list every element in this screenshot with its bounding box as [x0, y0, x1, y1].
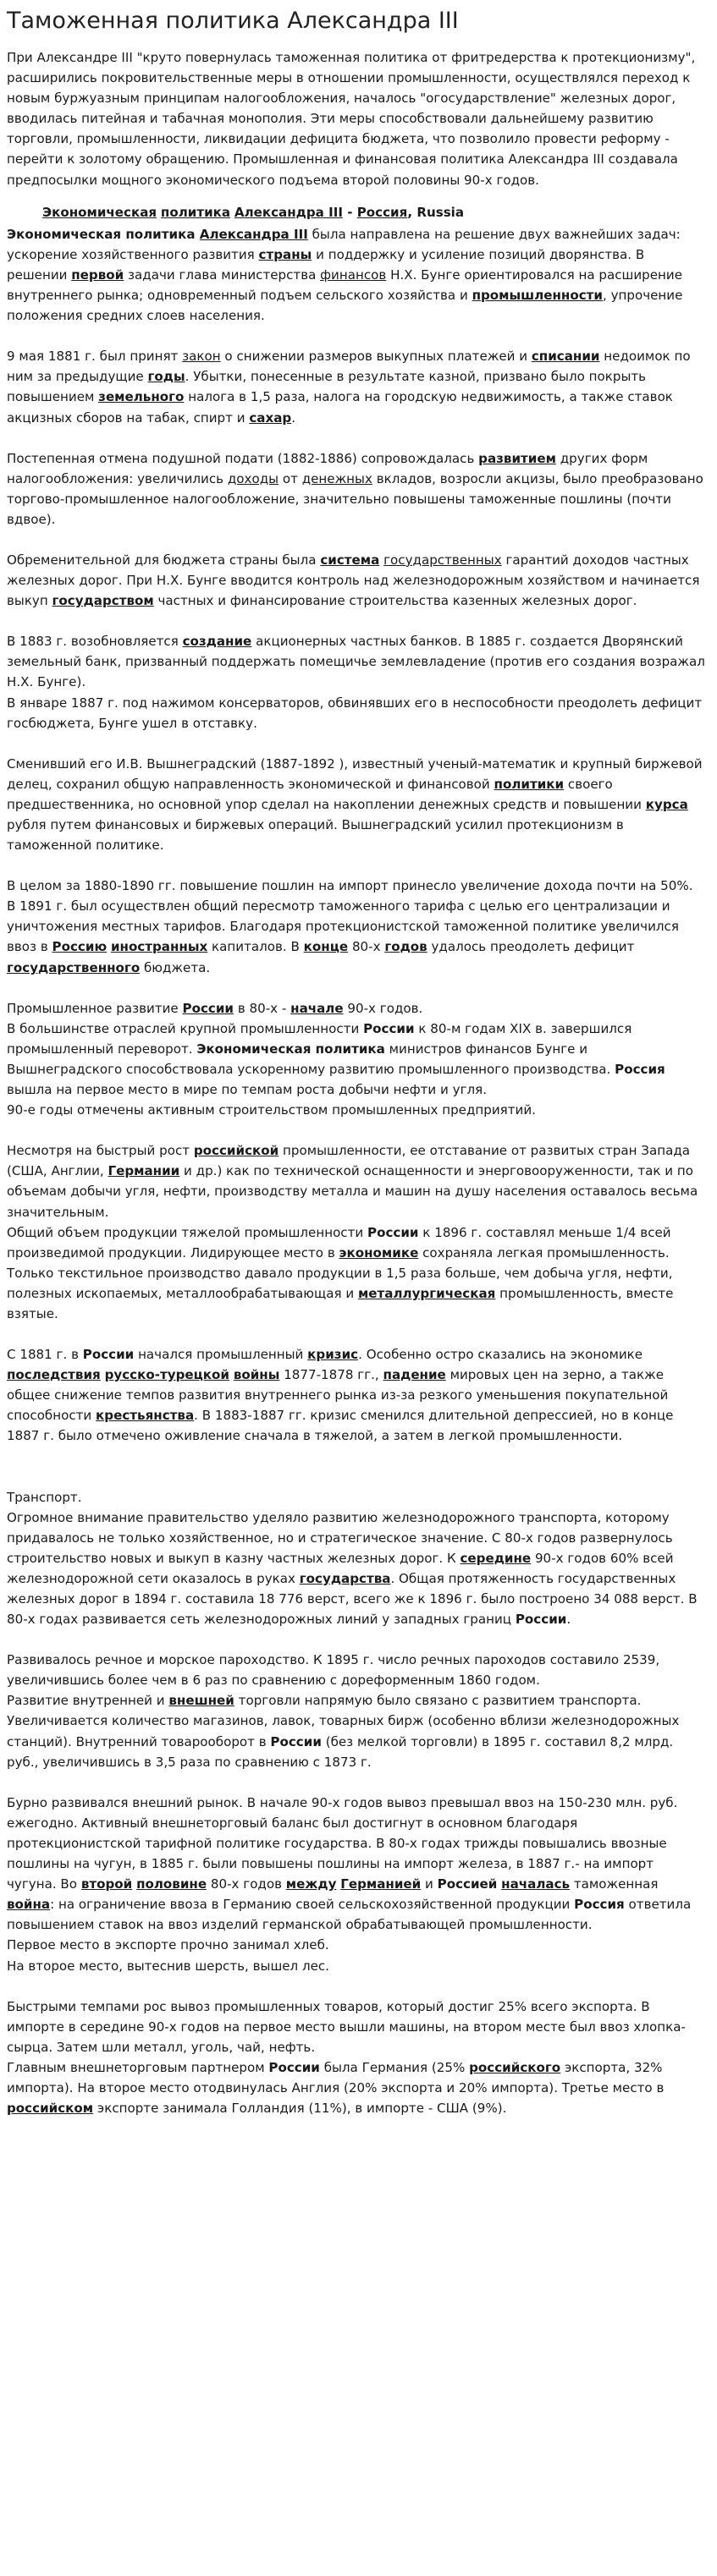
inline-bold-link[interactable]: внешней — [168, 1693, 234, 1709]
inline-bold-link[interactable]: российском — [7, 2101, 94, 2117]
text-run: налога в 1,5 раза, налога на городскую недвижимость, а также ставок акцизных сборов на табак, спирт и — [7, 389, 673, 426]
inline-bold-link[interactable]: Александра III — [199, 226, 308, 242]
inline-link[interactable]: доходы — [227, 470, 279, 486]
inline-bold-link[interactable]: государства — [299, 1570, 391, 1586]
text-run: и др.) как по технической оснащенности и энерговооруженности, так и по объемам добычи угля, нефти, производству металла и машин на душу населения оставалось весьма значительным. — [7, 1163, 698, 1220]
inline-bold-link[interactable]: иностранных — [110, 939, 208, 955]
bold-text: Россия — [615, 1061, 665, 1077]
text-run: . Убытки, понесенные в результате казной, призвано было покрыть повышением — [7, 369, 647, 405]
text-run: 80-х годов — [207, 1876, 286, 1892]
paragraph-spacer — [7, 611, 705, 631]
text-run: . Особенно остро сказались на экономике — [358, 1347, 643, 1363]
text-run: сохраняла легкая промышленность. Только текстильное производство давало продукции в 1,5 раза больше, чем добыча угля, нефти, полезных ископаемых, металлообрабатывающая и — [7, 1244, 673, 1301]
inline-bold-link[interactable]: половине — [136, 1876, 207, 1892]
text-run: недоимок по ним за предыдущие — [7, 349, 691, 385]
inline-bold-link[interactable]: российской — [193, 1143, 279, 1159]
inline-bold-link[interactable]: курса — [645, 796, 688, 812]
text-run: (без мелкой торговли) в 1895 г. составил 8,2 млрд. руб., увеличившись в 3,5 раза по сравнению с 1873 г. — [7, 1733, 674, 1770]
article-subtitle — [42, 202, 705, 222]
text-run: начался промышленный — [134, 1347, 308, 1363]
text-run: , упрочение положения средних слоев населения. — [7, 288, 683, 324]
text-run: задачи глава министерства — [124, 266, 321, 283]
paragraph-spacer — [7, 1120, 705, 1140]
paragraph-spacer — [7, 1629, 705, 1650]
subtitle-link-alexander[interactable]: Александра III — [234, 204, 343, 220]
body-paragraph — [7, 1140, 705, 1324]
paragraph-spacer — [7, 978, 705, 998]
text-run: Н.Х. Бунге ориентировался на расширение внутреннего рынка; одновременный подъем сельского хозяйства и — [7, 266, 682, 304]
inline-bold-link[interactable]: первой — [71, 266, 124, 283]
text-run: была направлена на решение двух важнейших задач: ускорение хозяйственного развития — [7, 226, 681, 262]
text-run: . — [566, 1612, 571, 1628]
text-run: . В 1883-1887 гг. кризис сменился длительной депрессией, но в конце 1887 г. было отмечено оживление сначала в тяжелой, а затем в легкой промышленности. — [7, 1408, 674, 1444]
text-run: 90-х годов 60% всей железнодорожной сети оказалось в руках — [7, 1550, 674, 1586]
bold-text: России — [82, 1347, 135, 1363]
body-paragraph — [7, 754, 705, 855]
text-run: Обременительной для бюджета страны была — [7, 552, 321, 568]
text-run: от — [279, 470, 302, 486]
inline-bold-link[interactable]: промышленности — [472, 288, 603, 304]
text-run: вышла на первое место в мире по темпам роста добычи нефти и угля. — [7, 1082, 488, 1098]
bold-text: Экономическая политика — [196, 1041, 385, 1057]
inline-bold-link[interactable]: Германии — [108, 1163, 180, 1179]
body-paragraph — [7, 224, 705, 326]
inline-bold-link[interactable]: между — [285, 1876, 337, 1892]
subtitle-russia-en: Russia — [416, 204, 465, 220]
text-run: 80-х — [348, 939, 385, 955]
text-run: В январе 1887 г. под нажимом консерваторов, обвинявших его в неспособности преодолеть дефицит госбюджета, Бунге ушел в отставку. — [7, 695, 703, 731]
subtitle-separator: - — [342, 204, 357, 220]
inline-bold-link[interactable]: государством — [52, 593, 154, 609]
body-paragraph — [7, 1997, 705, 2119]
inline-bold-link[interactable]: годов — [384, 939, 427, 955]
inline-bold-link[interactable]: середине — [460, 1550, 532, 1566]
text-run: Сменивший его И.В. Вышнеградский (1887-1892 ), известный ученый-математик и крупный биржевой делец, сохранил общую направленность экономической и финансовой — [7, 755, 703, 792]
subtitle-link-russia[interactable]: Россия — [356, 204, 408, 220]
bold-text: Россия — [574, 1897, 625, 1913]
text-run: министров финансов Бунге и Вышнеградского способствовала ускоренному развитию промышленного производства. — [7, 1041, 615, 1077]
inline-bold-link[interactable]: создание — [182, 634, 252, 650]
text-run: С 1881 г. в — [7, 1347, 83, 1363]
body-paragraph — [7, 1344, 705, 1446]
bold-text: России — [515, 1612, 567, 1628]
subtitle-link-economic[interactable]: Экономическая — [42, 204, 157, 220]
body-paragraph — [7, 346, 705, 427]
text-run: Огромное внимание правительство уделяло развитию железнодорожного транспорта, которому придавалось не только хозяйственное, но и стратегическое значение. С 80-х годов развернулось строительство новых и выкуп в казну частных железных дорог. К — [7, 1509, 673, 1566]
inline-bold-link[interactable]: сахар — [249, 409, 292, 426]
subtitle-link-policy[interactable]: политика — [160, 204, 231, 220]
inline-link[interactable]: денежных — [301, 470, 372, 486]
body-paragraph — [7, 1793, 705, 1976]
inline-link[interactable]: финансов — [320, 266, 387, 283]
inline-bold-link[interactable]: Германией — [340, 1876, 422, 1892]
body-paragraph — [7, 448, 705, 530]
bold-text: России — [367, 1224, 419, 1240]
body-paragraph — [7, 1487, 705, 1630]
text-run: о снижении размеров выкупных платежей и — [220, 349, 532, 365]
paragraph-spacer — [7, 855, 705, 876]
text-run: экспорте занимала Голландия (11%), в импорте - США (9%). — [93, 2101, 507, 2117]
text-run: Транспорт. — [7, 1489, 82, 1505]
page-title: Таможенная политика Александра III — [7, 8, 459, 34]
inline-bold-link[interactable]: земельного — [98, 389, 185, 405]
paragraph-spacer — [7, 326, 705, 346]
bold-text: России — [270, 1733, 322, 1749]
paragraph-spacer — [7, 1324, 705, 1344]
paragraph-spacer — [7, 1447, 705, 1487]
body-paragraph — [7, 550, 705, 611]
text-run: 90-е годы отмечены активным строительством промышленных предприятий. — [7, 1102, 536, 1118]
text-run: вкладов, возросли акцизы, было преобразовано торгово-промышленное налогообложение, значительно повышены таможенные пошлины (почти вдвое). — [7, 470, 703, 527]
text-run: бюджета. — [140, 959, 211, 975]
inline-bold-link[interactable]: русско-турецкой — [104, 1367, 229, 1383]
paragraph-spacer — [7, 1976, 705, 1997]
text-run: и — [421, 1876, 438, 1892]
bold-text: Россией — [437, 1876, 498, 1892]
text-run: 90-х годов. — [343, 1000, 423, 1016]
text-run: в 80-х - — [234, 1000, 291, 1016]
inline-bold-link[interactable]: страны — [258, 246, 312, 262]
inline-bold-link[interactable]: России — [182, 1000, 234, 1016]
bold-text: России — [268, 2059, 320, 2075]
inline-bold-link[interactable]: начале — [290, 1000, 344, 1016]
paragraph-spacer — [7, 530, 705, 550]
text-run: капиталов. В — [207, 939, 304, 955]
paragraph-spacer — [7, 733, 705, 754]
inline-bold-link[interactable]: экономике — [339, 1244, 419, 1261]
inline-bold-link[interactable]: система — [320, 552, 380, 568]
text-run: других форм налогообложения: увеличились — [7, 450, 648, 486]
subtitle-separator: , — [407, 204, 417, 220]
text-run: На второе место, вытеснив шерсть, вышел лес. — [7, 1958, 330, 1974]
text-run: Общий объем продукции тяжелой промышленности — [7, 1224, 368, 1240]
intro-paragraph: При Александре III "круто повернулась таможенная политика от фритредерства к протекционизму", расширились покровительственные меры в отношении промышленности, осуществлялся переход к новым буржуазным принципам налогообложения, началось "огосударствление" железных дорог, вводилась питейная и табачная монополия. Эти меры способствовали дальнейшему развитию торговли, промышленности, ликвидации дефицита бюджета, что позволило провести реформу - перейти к золотому обращению. Промышленная и финансовая политика Александра III создавала предпосылки мощного экономического подъема второй половины 90-х годов. — [7, 50, 696, 188]
text-run: была Германия (25% — [319, 2059, 470, 2075]
inline-bold-link[interactable]: развитием — [478, 450, 556, 466]
inline-bold-link[interactable]: последствия — [7, 1367, 101, 1383]
text-run: В 1883 г. возобновляется — [7, 634, 183, 650]
text-run: промышленности, ее отставание от развитых стран Запада (США, Англии, — [7, 1143, 691, 1179]
text-run: Несмотря на быстрый рост — [7, 1143, 194, 1159]
inline-bold-link[interactable]: войны — [233, 1367, 280, 1383]
inline-bold-link[interactable]: металлургическая — [357, 1285, 496, 1301]
text-run: Бурно развивался внешний рынок. В начале 90-х годов вывоз превышал ввоз на 150-230 млн. руб. ежегодно. Активный внешнеторговый баланс был достигнут в основном благодаря протекционистской тарифной политике государства. В 80-х годах трижды повышались ввозные пошлины на чугун, в 1885 г. были повышены пошлины на импорт железа, в 1887 г.- на импорт чугуна. Во — [7, 1794, 678, 1892]
text-run: В большинстве отраслей крупной промышленности — [7, 1020, 364, 1036]
text-run: В целом за 1880-1890 гг. повышение пошлин на импорт принесло увеличение дохода почти на 50%. В 1891 г. был осуществлен общий пересмотр таможенного тарифа с целью его централизации и уничтожения местных тарифов. Благодаря протекционистской таможенной политике увеличился ввоз в — [7, 878, 693, 955]
text-run: таможенная — [570, 1876, 659, 1892]
text-run: торговли напрямую было связано с развитием транспорта. Увеличивается количество магазинов, лавок, товарных бирж (особенно вблизи железнодорожных станций). Внутренний товарооборот в — [7, 1693, 680, 1749]
inline-bold-link[interactable]: крестьянства — [96, 1408, 195, 1424]
inline-link[interactable]: государственных — [383, 552, 502, 568]
text-run: и поддержку и усиление позиций дворянства. В решении — [7, 246, 645, 283]
text-run: Промышленное развитие — [7, 1000, 183, 1016]
text-run: к 80-м годам XIX в. завершился промышленный переворот. — [7, 1020, 632, 1057]
inline-bold-link[interactable]: кризис — [307, 1347, 359, 1363]
inline-bold-link[interactable]: конце — [303, 939, 349, 955]
text-run: Первое место в экспорте прочно занимал хлеб. — [7, 1937, 329, 1953]
text-run: 1877-1878 гг., — [279, 1367, 383, 1383]
text-run: Главным внешнеторговым партнером — [7, 2059, 269, 2075]
inline-bold-link[interactable]: государственного — [7, 959, 141, 975]
text-run: мировых цен на зерно, а также общее снижение темпов развития внутреннего рынка из-за резкого уменьшения покупательной способности — [7, 1367, 669, 1424]
text-run: 9 мая 1881 г. был принят — [7, 349, 183, 365]
text-run: экспорта, 32% импорта). На второе место отодвинулась Англия (20% экспорта и 20% импорта). Третье место в — [7, 2059, 665, 2095]
text-run: промышленность, вместе взятые. — [7, 1285, 674, 1321]
inline-bold-link[interactable]: падение — [383, 1367, 446, 1383]
paragraph-spacer — [7, 428, 705, 448]
text-run: : на ограничение ввоза в Германию своей сельскохозяйственной продукции — [50, 1897, 575, 1913]
bold-text: Экономическая политика — [7, 226, 200, 242]
text-run: . Общая протяженность государственных железных дорог в 1894 г. составила 18 776 верст, всего же к 1896 г. было построено 34 088 верст. В 80-х годах развивается сеть железнодорожных линий у западных границ — [7, 1570, 698, 1628]
inline-bold-link[interactable]: война — [7, 1897, 51, 1913]
text-run: Развивалось речное и морское пароходство. К 1895 г. число речных пароходов составило 2539, увеличившись более чем в 6 раз по сравнению с дореформенным 1860 годом. — [7, 1652, 660, 1689]
body-paragraph — [7, 998, 705, 1121]
text-run: рубля путем финансовых и биржевых операций. Вышнеградский усилил протекционизм в таможенной политике. — [7, 817, 624, 854]
article-body — [7, 224, 705, 2118]
text-run: . — [291, 409, 295, 426]
inline-bold-link[interactable]: годы — [147, 369, 185, 385]
inline-bold-link[interactable]: политики — [494, 776, 565, 792]
bold-text: России — [363, 1020, 415, 1036]
inline-bold-link[interactable]: началась — [501, 1876, 571, 1892]
body-paragraph — [7, 1650, 705, 1772]
text-run: Быстрыми темпами рос вывоз промышленных товаров, который достиг 25% всего экспорта. В импорте в середине 90-х годов на первое место вышли машины, на втором месте был ввоз хлопка-сырца. Затем шли металл, уголь, чай, нефть. — [7, 1998, 686, 2055]
inline-bold-link[interactable]: российского — [469, 2059, 561, 2075]
text-run: частных и финансирование строительства казенных железных дорог. — [153, 593, 637, 609]
paragraph-spacer — [7, 1772, 705, 1793]
text-run: Развитие внутренней и — [7, 1693, 169, 1709]
text-run: гарантий доходов частных железных дорог. При Н.Х. Бунге вводится контроль над железнодорожным хозяйством и начинается выкуп — [7, 552, 700, 609]
text-run: Постепенная отмена подушной подати (1882-1886) сопровождалась — [7, 450, 479, 466]
inline-link[interactable]: закон — [182, 349, 221, 365]
text-run: акционерных частных банков. В 1885 г. создается Дворянский земельный банк, призванный поддержать помещичье землевладение (против его создания возражал Н.Х. Бунге). — [7, 634, 705, 690]
text-run: ответила повышением ставок на ввоз изделий германской обрабатывающей промышленности. — [7, 1897, 692, 1933]
inline-bold-link[interactable]: второй — [80, 1876, 133, 1892]
body-paragraph — [7, 631, 705, 733]
body-paragraph — [7, 876, 705, 977]
text-run: к 1896 г. составлял меньше 1/4 всей произведимой продукции. Лидирующее место в — [7, 1224, 671, 1261]
inline-bold-link[interactable]: списании — [531, 349, 600, 365]
text-run: своего предшественника, но основной упор сделал на накоплении денежных средств и повышении — [7, 776, 646, 812]
text-run: удалось преодолеть дефицит — [427, 939, 635, 955]
inline-bold-link[interactable]: Россию — [52, 939, 108, 955]
